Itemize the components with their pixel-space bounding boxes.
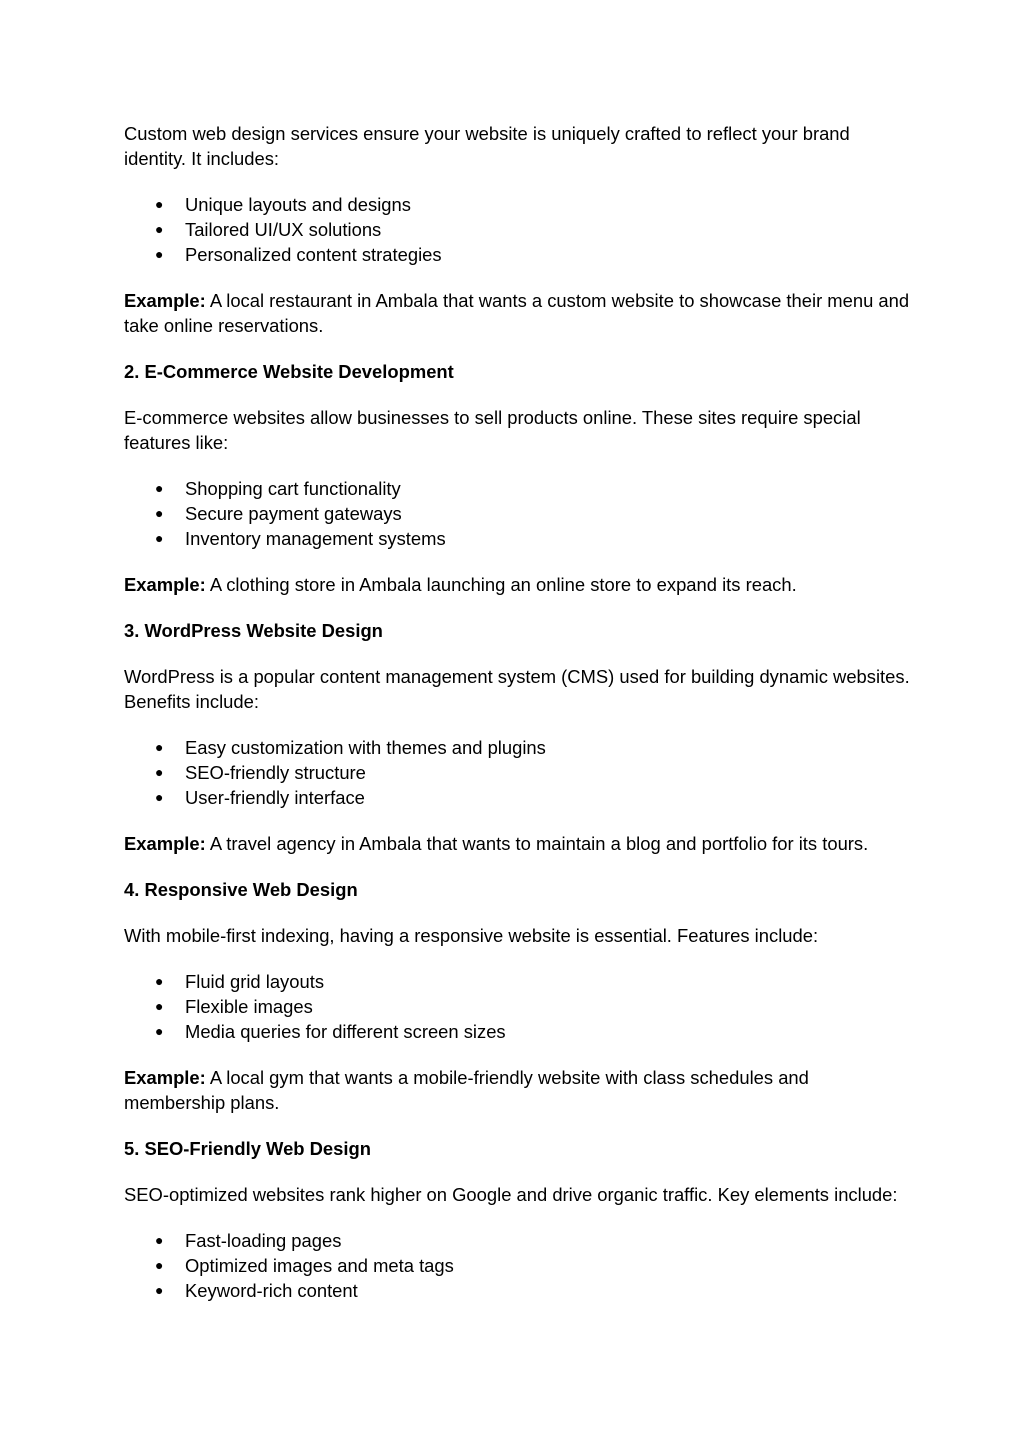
example-label: Example:: [124, 833, 206, 854]
bullet-icon: ●: [155, 246, 164, 262]
section-paragraph: With mobile-first indexing, having a responsive website is essential. Features include:: [124, 925, 819, 946]
list-item: [124, 217, 914, 242]
list-item: [124, 760, 914, 785]
list-item-text: Keyword-rich content: [185, 1280, 358, 1301]
bullet-icon: ●: [155, 1257, 164, 1273]
example-label: Example:: [124, 574, 206, 595]
bullet-icon: ●: [155, 973, 164, 989]
example-label: Example:: [124, 1067, 206, 1088]
bullet-icon: ●: [155, 1232, 164, 1248]
bullet-icon: ●: [155, 505, 164, 521]
bullet-icon: ●: [155, 1282, 164, 1298]
list-item-text: Shopping cart functionality: [185, 478, 401, 499]
section-paragraph: SEO-optimized websites rank higher on Google and drive organic traffic. Key elements include:: [124, 1184, 898, 1205]
bullet-icon: ●: [155, 196, 164, 212]
list-item: [124, 994, 914, 1019]
bullet-icon: ●: [155, 998, 164, 1014]
section-list: [124, 969, 914, 1044]
section-heading: 3. WordPress Website Design: [124, 620, 383, 641]
list-item-text: Easy customization with themes and plugins: [185, 737, 546, 758]
bullet-icon: ●: [155, 739, 164, 755]
list-item-text: SEO-friendly structure: [185, 762, 366, 783]
list-item: [124, 735, 914, 760]
example-paragraph: [124, 288, 914, 338]
example-paragraph: [124, 831, 914, 856]
list-item-text: Fast-loading pages: [185, 1230, 342, 1251]
bullet-icon: ●: [155, 789, 164, 805]
list-item: [124, 785, 914, 810]
example-text: A local gym that wants a mobile-friendly website with class schedules and membership plans.: [124, 1067, 809, 1113]
list-item: [124, 476, 914, 501]
list-item: [124, 1253, 914, 1278]
example-text: A clothing store in Ambala launching an online store to expand its reach.: [205, 574, 797, 595]
list-item: [124, 1228, 914, 1253]
example-text: A travel agency in Ambala that wants to maintain a blog and portfolio for its tours.: [205, 833, 869, 854]
list-item: [124, 242, 914, 267]
list-item: [124, 192, 914, 217]
bullet-icon: ●: [155, 764, 164, 780]
list-item-text: Unique layouts and designs: [185, 194, 411, 215]
section-heading: 5. SEO-Friendly Web Design: [124, 1138, 371, 1159]
list-item-text: User-friendly interface: [185, 787, 365, 808]
list-item: [124, 1019, 914, 1044]
list-item-text: Flexible images: [185, 996, 313, 1017]
document-page: [124, 121, 914, 1324]
list-item-text: Secure payment gateways: [185, 503, 402, 524]
section-list: [124, 476, 914, 551]
list-item-text: Tailored UI/UX solutions: [185, 219, 382, 240]
section-paragraph: WordPress is a popular content management system (CMS) used for building dynamic websites. Benefits include:: [124, 666, 910, 712]
list-item: [124, 501, 914, 526]
section-heading: 2. E-Commerce Website Development: [124, 361, 454, 382]
list-item-text: Optimized images and meta tags: [185, 1255, 454, 1276]
list-item: [124, 1278, 914, 1303]
bullet-icon: ●: [155, 221, 164, 237]
list-item: [124, 969, 914, 994]
intro-paragraph: Custom web design services ensure your website is uniquely crafted to reflect your brand identity. It includes:: [124, 123, 850, 169]
list-item-text: Personalized content strategies: [185, 244, 442, 265]
section-list: [124, 1228, 914, 1303]
section-heading: 4. Responsive Web Design: [124, 879, 358, 900]
bullet-icon: ●: [155, 480, 164, 496]
bullet-icon: ●: [155, 530, 164, 546]
section-paragraph: E-commerce websites allow businesses to sell products online. These sites require special features like:: [124, 407, 861, 453]
example-label: Example:: [124, 290, 206, 311]
list-item-text: Media queries for different screen sizes: [185, 1021, 506, 1042]
bullet-icon: ●: [155, 1023, 164, 1039]
list-item-text: Inventory management systems: [185, 528, 446, 549]
intro-list: [124, 192, 914, 267]
example-text: A local restaurant in Ambala that wants a custom website to showcase their menu and take online reservations.: [124, 290, 910, 336]
section-list: [124, 735, 914, 810]
list-item-text: Fluid grid layouts: [185, 971, 325, 992]
example-paragraph: [124, 1065, 914, 1115]
example-paragraph: [124, 572, 914, 597]
list-item: [124, 526, 914, 551]
